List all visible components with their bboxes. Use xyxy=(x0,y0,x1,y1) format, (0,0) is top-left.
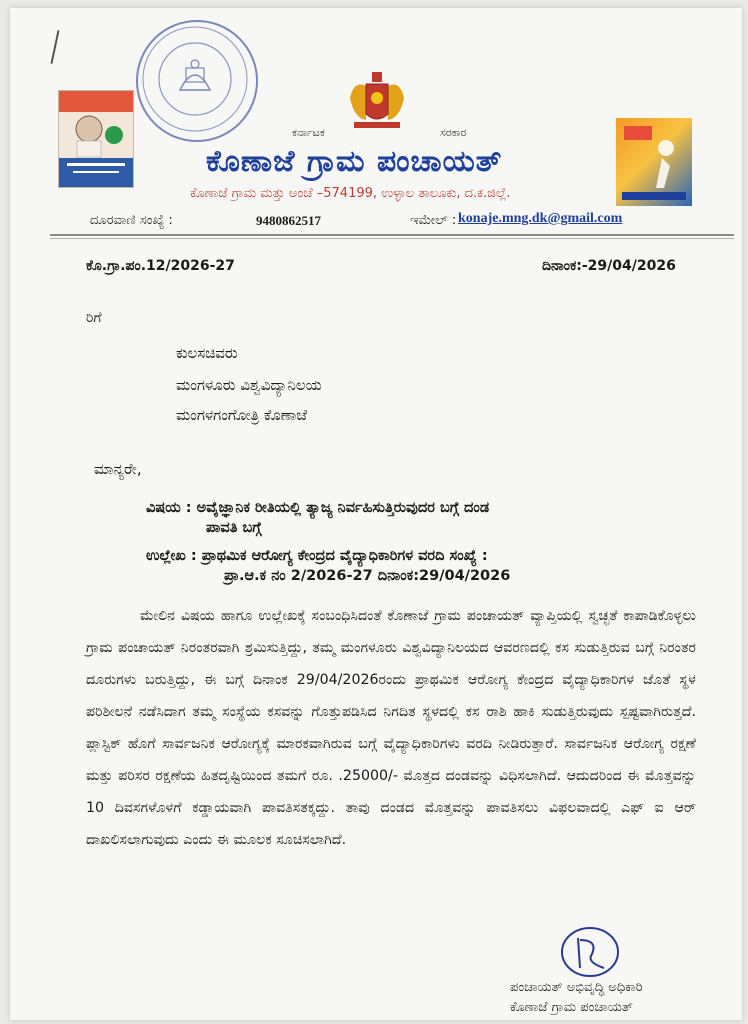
subject-line: ವಿಷಯ : ಅವೈಜ್ಞಾನಿಕ ರೀತಿಯಲ್ಲಿ ತ್ಯಾಜ್ಯ ನಿರ್ವಹಿಸುತ್ತಿರುವುದರ ಬಗ್ಗೆ ದಂಡ xyxy=(146,500,490,516)
reference-block xyxy=(146,546,706,586)
recipient-line: ಮಂಗಳಗಂಗೋತ್ರಿ ಕೊಣಾಜೆ xyxy=(176,406,308,424)
header-divider xyxy=(50,234,734,236)
phone-label: ದೂರವಾಣಿ ಸಂಖ್ಯೆ : xyxy=(90,213,173,228)
reference-line: ಪ್ರಾ.ಆ.ಕ ನಂ 2/2026-27 ದಿನಾಂಕ:29/04/2026 xyxy=(224,568,511,584)
letter-page xyxy=(10,8,742,1020)
recipient-line: ಮಂಗಳೂರು ವಿಶ್ವವಿದ್ಯಾನಿಲಯ xyxy=(176,376,322,394)
reference-line: ಉಲ್ಲೇಖ : ಪ್ರಾಥಮಿಕ ಆರೋಗ್ಯ ಕೇಂದ್ರದ ವೈದ್ಯಾಧಿಕಾರಿಗಳ ವರದಿ ಸಂಖ್ಯೆ : xyxy=(146,548,488,564)
letter-date: ದಿನಾಂಕ:-29/04/2026 xyxy=(542,258,676,274)
pen-mark xyxy=(50,30,59,64)
state-label: ಕರ್ನಾಟಕ xyxy=(292,126,325,139)
email-link[interactable]: konaje.mng.dk@gmail.com xyxy=(458,211,623,226)
salutation: ಮಾನ್ಯರೇ, xyxy=(94,460,142,478)
header-divider-thin xyxy=(50,238,734,239)
letter-body: ಮೇಲಿನ ವಿಷಯ ಹಾಗೂ ಉಲ್ಲೇಖಕ್ಕೆ ಸಂಬಂಧಿಸಿದಂತೆ ಕೊಣಾಜೆ ಗ್ರಾಮ ಪಂಚಾಯತ್ ವ್ಯಾಪ್ತಿಯಲ್ಲಿ ಸ್ವಚ್ಛತೆ ಕಾಪಾಡಿಕೊಳ್ಳಲು ಗ್ರಾಮ ಪಂಚಾಯತ್ ನಿರಂತರವಾಗಿ ಶ್ರಮಿಸುತ್ತಿದ್ದು, ತಮ್ಮ ಮಂಗಳೂರು ವಿಶ್ವವಿದ್ಯಾನಿಲಯದ ಆವರಣದಲ್ಲಿ ಕಸ ಸುಡುತ್ತಿರುವ ಬಗ್ಗೆ ನಿರಂತರ ದೂರುಗಳು ಬರುತ್ತಿದ್ದು, ಈ ಬಗ್ಗೆ ದಿನಾಂಕ 29/04/2026ರಂದು ಪ್ರಾಥಮಿಕ ಆರೋಗ್ಯ ಕೇಂದ್ರದ ವೈದ್ಯಾಧಿಕಾರಿಗಳ ಜೊತೆ ಸ್ಥಳ ಪರಿಶೀಲನೆ ನಡೆಸಿದಾಗ ತಮ್ಮ ಸಂಸ್ಥೆಯ ಕಸವನ್ನು ಗೊತ್ತುಪಡಿಸಿದ ನಿಗದಿತ ಸ್ಥಳದಲ್ಲಿ ಕಸ ರಾಶಿ ಹಾಕಿ ಸುಡುತ್ತಿರುವುದು ಸ್ಪಷ್ಟವಾಗಿರುತ್ತದೆ. ಪ್ಲಾಸ್ಟಿಕ್ ಹೊಗೆ ಸಾರ್ವಜನಿಕ ಆರೋಗ್ಯಕ್ಕೆ ಮಾರಕವಾಗಿರುವ ಬಗ್ಗೆ ವೈದ್ಯಾಧಿಕಾರಿಗಳು ವರದಿ ನೀಡಿರುತ್ತಾರೆ. ಸಾರ್ವಜನಿಕ ಆರೋಗ್ಯ ರಕ್ಷಣೆ ಮತ್ತು ಪರಿಸರ ರಕ್ಷಣೆಯ ಹಿತದೃಷ್ಟಿಯಿಂದ ತಮಗೆ ರೂ. .25000/- ಮೊತ್ತದ ದಂಡವನ್ನು ವಿಧಿಸಲಾಗಿದೆ. ಆದುದರಿಂದ ಈ ಮೊತ್ತವನ್ನು 10 ದಿವಸಗಳೊಳಗೆ ಕಡ್ಡಾಯವಾಗಿ ಪಾವತಿಸತಕ್ಕದ್ದು. ತಾವು ದಂಡದ ಮೊತ್ತವನ್ನು ಪಾವತಿಸಲು ವಿಫಲವಾದಲ್ಲಿ ಎಫ್ ಐ ಆರ್ ದಾಖಲಿಸಲಾಗುವುದು ಎಂದು ಈ ಮೂಲಕ ಸೂಚಿಸಲಾಗಿದೆ. xyxy=(86,608,696,848)
office-address: ಕೊಣಾಜೆ ಗ್ರಾಮ ಮತ್ತು ಅಂಚೆ –574199, ಉಳ್ಳಾಲ ತಾಲೂಕು, ದ.ಕ.ಜಿಲ್ಲೆ. xyxy=(190,186,511,201)
phone-number: 9480862517 xyxy=(256,213,321,228)
gandhi-logo-icon xyxy=(58,90,134,188)
email-label: ಇಮೇಲ್ : xyxy=(410,213,457,228)
signatory-title: ಪಂಚಾಯತ್ ಅಭಿವೃದ್ಧಿ ಅಧಿಕಾರಿ xyxy=(510,980,643,995)
reference-number: ಕೊ.ಗ್ರಾ.ಪಂ.12/2026-27 xyxy=(86,258,235,274)
signature-icon xyxy=(552,924,630,982)
to-label: ರಿಗೆ xyxy=(86,310,102,326)
panchayat-seal-icon xyxy=(136,20,258,142)
karnataka-emblem-icon xyxy=(344,70,410,134)
signatory-office: ಕೊಣಾಜೆ ಗ್ರಾಮ ಪಂಚಾಯತ್ xyxy=(510,1000,633,1015)
subject-block xyxy=(146,498,686,538)
page-title: ಕೊಣಾಜೆ ಗ್ರಾಮ ಪಂಚಾಯತ್ xyxy=(206,144,503,179)
subject-line: ಪಾವತಿ ಬಗ್ಗೆ xyxy=(206,520,262,536)
campaign-logo-icon xyxy=(616,118,692,206)
recipient-line: ಕುಲಸಚಿವರು xyxy=(176,344,238,362)
government-label: ಸರಕಾರ xyxy=(440,126,467,139)
